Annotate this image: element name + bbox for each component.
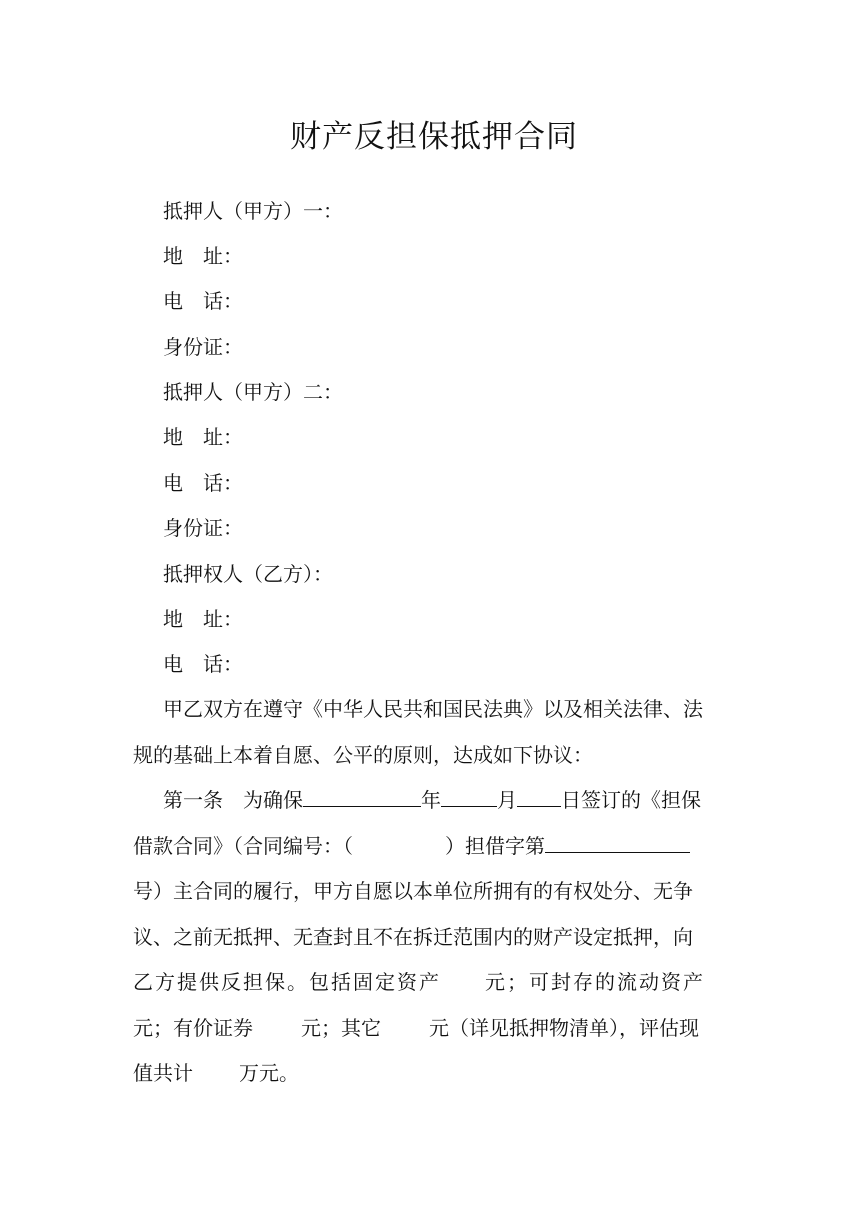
article-1-text: 元（详见抵押物清单），评估现	[429, 1015, 699, 1040]
article-1-text: 万元。	[239, 1061, 299, 1085]
party-a2-id-card: 身份证：	[163, 516, 243, 540]
party-a2-phone: 电 话：	[163, 471, 243, 495]
blank-month	[441, 786, 497, 807]
article-1-text: 值共计	[133, 1061, 193, 1085]
article-1-text: 年	[421, 788, 441, 812]
article-1-text: 号）主合同的履行，甲方自愿以本单位所拥有的有权处分、无争	[133, 879, 693, 903]
article-1-text: 日签订的《担保	[561, 788, 701, 812]
article-1-text: 月	[497, 788, 517, 812]
article-1-text: 借款合同》（合同编号：（	[133, 833, 353, 858]
article-1-text: 元；其它	[301, 1015, 381, 1040]
party-b-phone: 电 话：	[163, 652, 243, 676]
intro-paragraph	[133, 687, 739, 778]
intro-line: 甲乙双方在遵守《中华人民共和国民法典》以及相关法律、法	[163, 697, 703, 721]
blank-guarantee-no	[545, 832, 690, 853]
article-1-text: 议、之前无抵押、无查封且不在拆迁范围内的财产设定抵押，向	[133, 924, 693, 949]
blank-day	[517, 786, 561, 807]
party-a1-id-card: 身份证：	[163, 335, 243, 359]
party-a1-phone: 电 话：	[163, 289, 243, 313]
article-1-text: 元；可封存的流动资产	[485, 970, 705, 994]
article-1-text: ）担借字第	[445, 833, 545, 858]
intro-line: 规的基础上本着自愿、公平的原则，达成如下协议：	[133, 742, 593, 767]
party-a2-label: 抵押人（甲方）二：	[163, 380, 343, 404]
party-b-address: 地 址：	[163, 607, 243, 631]
party-a1-label: 抵押人（甲方）一：	[163, 199, 343, 223]
document-title: 财产反担保抵押合同	[290, 119, 578, 155]
party-b-label: 抵押权人（乙方）：	[163, 562, 333, 586]
party-a2-address: 地 址：	[163, 425, 243, 449]
party-a1-address: 地 址：	[163, 244, 243, 268]
article-1-text: 元；有价证券	[133, 1015, 253, 1040]
article-1-text: 第一条 为确保	[163, 788, 303, 812]
article-1-paragraph	[133, 778, 739, 1097]
article-1-text: 乙方提供反担保。包括固定资产	[133, 970, 441, 994]
blank-year	[303, 786, 421, 807]
